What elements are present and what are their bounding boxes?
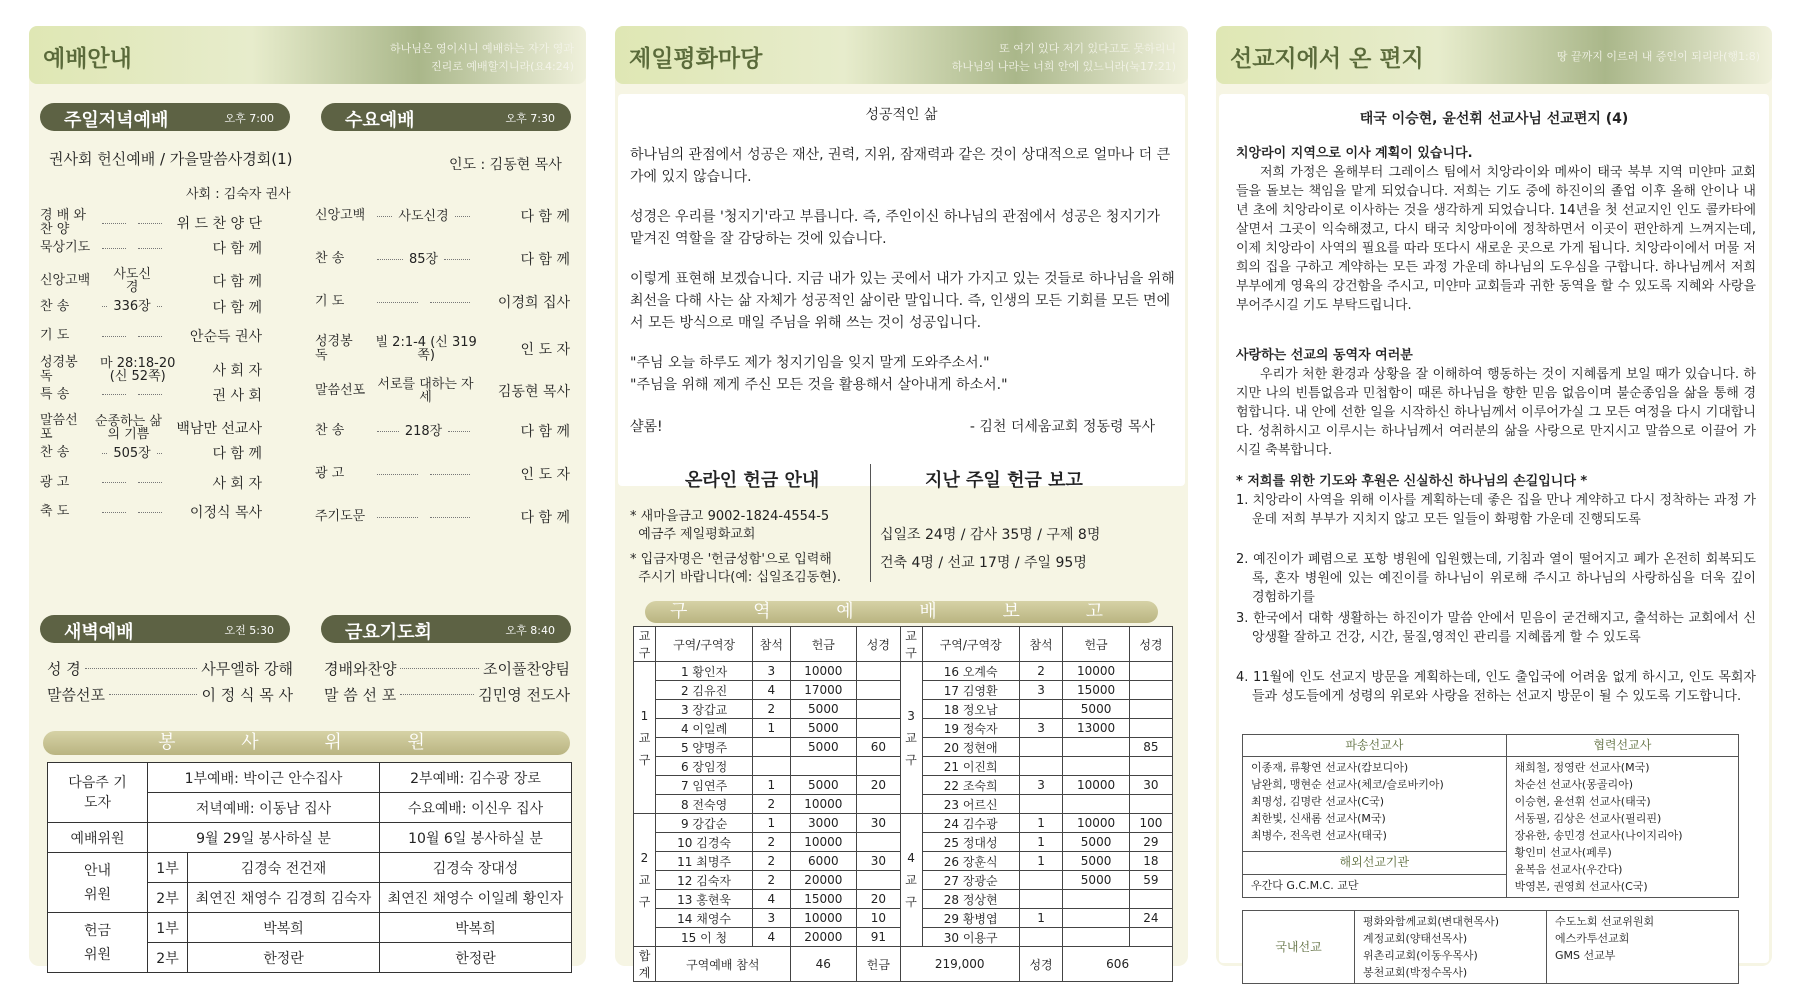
list-item: 장유한, 송민경 선교사(나이지리아) bbox=[1514, 829, 1683, 842]
header-title: 제일평화마당 bbox=[629, 46, 763, 72]
zone-report-table: 교구 구역/구역장 참석 헌금 성경 교구 구역/구역장 참석 헌금 성경 1 교 구 1 황인자 3 10000 3 교 구 16 오계숙 2 10000 2 김유진 4 17000 17 김영환 3 15000 3 장갑교 2 5000 18 정오남 5000 4 이일례 1 5000 19 정숙자 3 13000 5 양명주 5000 60 20 정현애 85 6 장임정 21 이진희 7 임연주 1 5000 20 22 조숙희 3 10000 30 8 전숙영 2 10000 23 어르신 2 교 구 9 강갑순 1 3000 30 4 교 구 24 김수광 1 10000 100 10 김경숙 2 10000 25 정대성 1 5000 29 11 최명주 2 6000 30 26 장훈식 1 5000 18 12 김숙자 2 20000 27 장광순 5000 59 13 홍현욱 4 15000 20 28 정상현 14 채영수 3 10000 10 29 황병엽 1 24 15 이 청 4 20000 91 30 이용구 합계 구역예배 참석 46 헌금 219,000 성경 606 bbox=[633, 626, 1173, 982]
list-item: 계정교회(양태선목사) bbox=[1363, 932, 1468, 945]
order-row: 찬 송 505장 다 함 께 bbox=[40, 445, 262, 463]
table-row: 12 김숙자 2 20000 27 장광순 5000 59 bbox=[634, 871, 1173, 890]
cooperating-missionaries bbox=[1506, 757, 1738, 898]
table-row: 7 임연주 1 5000 20 22 조숙희 3 10000 30 bbox=[634, 776, 1173, 795]
list-item: 남완희, 맹현순 선교사(체코/슬로바키아) bbox=[1251, 778, 1444, 791]
list-item: 봉천교회(박정수목사) bbox=[1363, 966, 1468, 979]
divider bbox=[870, 464, 871, 582]
online-account: * 새마을금고 9002-1824-4554-5 예금주 제일평화교회 bbox=[630, 509, 830, 542]
list-item: 서동필, 김상은 선교사(필리핀) bbox=[1514, 812, 1662, 825]
list-item: 최병수, 전옥련 선교사(태국) bbox=[1251, 829, 1387, 842]
header-verse: 하나님은 영이시니 예배하는 자가 영과 진리로 예배할지니라(요4:24) bbox=[389, 42, 574, 73]
order-row: 성경봉독 빌 2:1-4 (신 319쪽) 인 도 자 bbox=[315, 334, 570, 363]
order-row: 묵상기도 다 함 께 bbox=[40, 240, 262, 258]
missionary-table: 파송선교사 협력선교사 이종재, 류황연 선교사(캄보디아) 남완희, 맹현순 선교사(체코/슬로바키아) 최명성, 김명란 선교사(C국) 최한빛, 신새롬 선교사(M국) 최병수, 전옥련 선교사(태국) 채희철, 정영란 선교사(M국) 차순선 선교사(몽골리아) 이승현, 윤선휘 선교사(태국) 서동필, 김상은 선교사(필리핀) 장유한, 송민경 선교사(나이지리아) 황인미 선교사(페루) 윤복음 선교사(우간다) 박영본, 권영희 선교사(C국) 해외선교기관 우간다 G.C.M.C. 교단 bbox=[1242, 734, 1739, 898]
prayer-item-3: 3. 한국에서 대학 생활하는 하진이가 말씀 안에서 믿음이 굳건해지고, 출석하는 교회에서 신앙생활 잘하고 건강, 시간, 물질,영적인 관리를 지혜롭게 할 수 있도록 bbox=[1236, 611, 1756, 645]
article-greeting: 샬롬! bbox=[630, 419, 663, 435]
article-title: 성공적인 삶 bbox=[865, 107, 938, 123]
order-row: 신앙고백 사도신경 다 함 께 bbox=[315, 208, 571, 225]
worship-guide-panel bbox=[29, 26, 586, 966]
order-row: 기 도 이경희 집사 bbox=[315, 294, 570, 311]
table-row: 2 교 구 9 강갑순 1 3000 30 4 교 구 24 김수광 1 10000 100 bbox=[634, 814, 1173, 833]
list-item: 채희철, 정영란 선교사(M국) bbox=[1514, 761, 1650, 774]
letter-paragraph-1: 저희 가정은 올해부터 그레이스 팀에서 치앙라이와 메싸이 태국 북부 지역 미얀마 교회들을 돌보는 책임을 맡게 되었습니다. 저희는 기도 중에 하진이의 졸업 이후 올해 안이나 내년 초에 치앙라이로 이사하는 것을 생각하게 되었습니다. 14년을 첫 선교지인 인도 콜카타에 살면서 그곳이 익숙해졌고, 다시 태국 치앙마이에 정착하면서 이곳이 편안하게 느껴지는데, 이제 치앙라이 사역의 필요를 따라 또다시 새로운 곳으로 가게 됩니다. 치앙라이에서 머물 저희의 집을 구하고 계약하는 모든 과정 가운데 하나님의 도우심을 구합니다. 하나님께서 저희 부부에게 영육의 강건함을 주시고, 미얀마 교회들과 귀한 동역을 할 수 있도록 지혜와 사랑을 부어주시길 기도 부탁드립니다. bbox=[1236, 165, 1756, 313]
list-item: 차순선 선교사(몽골리아) bbox=[1514, 778, 1634, 791]
friday-row-1: 경배와찬양 조이풀찬양팀 bbox=[324, 660, 570, 678]
sunday-evening-pill: 주일저녁예배 오후 7:00 bbox=[40, 103, 290, 131]
article-p2: 성경은 우리를 '청지기'라고 부릅니다. 즉, 주인이신 하나님의 관점에서 성공은 청지기가 맡겨진 역할을 잘 감당하는 것에 있습니다. bbox=[630, 209, 1160, 247]
list-item: 수도노회 선교위원회 bbox=[1555, 915, 1655, 928]
list-item: 최명성, 김명란 선교사(C국) bbox=[1251, 795, 1385, 808]
dawn-pill: 새벽예배 오전 5:30 bbox=[40, 615, 290, 643]
list-item: 에스카투선교회 bbox=[1555, 932, 1630, 945]
peace-yard-panel bbox=[615, 26, 1188, 980]
table-row: 3 장갑교 2 5000 18 정오남 5000 bbox=[634, 700, 1173, 719]
table-row: 14 채영수 3 10000 10 29 황병엽 1 24 bbox=[634, 909, 1173, 928]
table-row: 11 최명주 2 6000 30 26 장훈식 1 5000 18 bbox=[634, 852, 1173, 871]
list-item: 위촌리교회(이동우목사) bbox=[1363, 949, 1478, 962]
article-p3: 이렇게 표현해 보겠습니다. 지금 내가 있는 곳에서 내가 가지고 있는 것들로 하나님을 위해 최선을 다해 사는 삶 자체가 성공적인 삶이란 말입니다. 즉, 인생의 모든 기회를 모든 면에서 모든 방식으로 매일 주님을 위해 쓰는 것이 성공입니다. bbox=[630, 271, 1175, 331]
prayer-heading: * 저희를 위한 기도와 후원은 신실하신 하나님의 손길입니다 * bbox=[1236, 474, 1588, 489]
article-quote-1: "주님 오늘 하루도 제가 청지기임을 잊지 말게 도와주소서." bbox=[630, 355, 990, 371]
zone-report-bar: 구 역 예 배 보 고 bbox=[645, 601, 1158, 623]
header-verse: 또 여기 있다 저기 있다고도 못하리니 하나님의 나라는 너희 안에 있느니라(눅17:21) bbox=[951, 42, 1176, 73]
domestic-table: 국내선교 평화와함께교회(변대현목사) 계정교회(양태선목사) 위촌리교회(이동우목사) 봉천교회(박정수목사) 수도노회 선교위원회 에스카투선교회 GMS 선교부 bbox=[1242, 910, 1739, 984]
list-item: 윤복음 선교사(우간다) bbox=[1514, 863, 1623, 876]
wednesday-pill: 수요예배 오후 7:30 bbox=[321, 103, 571, 131]
list-item: 평화와함께교회(변대현목사) bbox=[1363, 915, 1500, 928]
report-line-2: 건축 4명 / 선교 17명 / 주일 95명 bbox=[880, 555, 1087, 571]
order-row: 찬 송 336장 다 함 께 bbox=[40, 298, 262, 316]
mission-letter-panel bbox=[1216, 26, 1772, 979]
order-row: 광 고 사 회 자 bbox=[40, 474, 262, 492]
table-row: 5 양명주 5000 60 20 정현애 85 bbox=[634, 738, 1173, 757]
online-note: * 입금자명은 '헌금성함'으로 입력해 주시기 바랍니다(예: 십일조김동현). bbox=[630, 552, 841, 585]
list-item: GMS 선교부 bbox=[1555, 949, 1616, 962]
mission-letter-header bbox=[1216, 26, 1772, 84]
order-row: 찬 송 218장 다 함 께 bbox=[315, 423, 570, 440]
service-table: 다음주 기도자 1부예배: 박이근 안수집사 2부예배: 김수광 장로 저녁예배: 이동남 집사 수요예배: 이신우 집사 예배위원 9월 29일 봉사하실 분 10월 6일 봉사하실 분 안내 위원 1부 김경숙 전건재 김경숙 장대성 2부 최연진 채영수 김경희 김숙자 최연진 채영수 이일례 황인자 헌금 위원 1부 박복희 박복희 2부 한정란 한정란 bbox=[47, 762, 572, 973]
order-row: 광 고 인 도 자 bbox=[315, 466, 570, 483]
dawn-row-1: 성 경 사무엘하 강해 bbox=[47, 660, 293, 678]
order-row: 신앙고백 사도신경 다 함 께 bbox=[40, 266, 262, 295]
table-row: 15 이 청 4 20000 91 30 이용구 bbox=[634, 928, 1173, 947]
prayer-item-4: 4. 11월에 인도 선교지 방문을 계획하는데, 인도 출입국에 어려움 없게 하시고, 인도 목회자들과 성도들에게 성령의 위로와 사랑을 전하는 선교지 방문이 될 수 있도록 기도합니다. bbox=[1236, 670, 1756, 704]
order-row: 찬 송 85장 다 함 께 bbox=[315, 251, 571, 268]
report-line-1: 십일조 24명 / 감사 35명 / 구제 8명 bbox=[880, 527, 1101, 543]
friday-row-2: 말 씀 선 포 김민영 전도사 bbox=[324, 686, 570, 704]
total-row: 합계 구역예배 참석 46 헌금 219,000 성경 606 bbox=[634, 947, 1173, 982]
sent-missionaries bbox=[1243, 757, 1507, 852]
order-row: 기 도 안순득 권사 bbox=[40, 328, 262, 346]
article-author: - 김천 더세움교회 정동령 목사 bbox=[969, 419, 1155, 435]
order-row: 말씀선포 순종하는 삶의 기쁨 백남만 선교사 bbox=[40, 413, 262, 443]
prayer-item-2: 2. 예진이가 폐렴으로 포항 병원에 입원했는데, 기침과 열이 떨어지고 폐가 온전히 회복되도록, 혼자 병원에 있는 예진이를 하나님이 위로해 주시고 하나님의 사랑하심을 더욱 깊이 경험하기를 bbox=[1236, 552, 1756, 605]
worship-guide-header bbox=[29, 26, 586, 84]
order-row: 말씀선포 서로를 대하는 자세 김동현 목사 bbox=[315, 377, 570, 405]
table-row: 6 장임정 21 이진희 bbox=[634, 757, 1173, 776]
order-row: 경 배 와 찬 양 위 드 찬 양 단 bbox=[40, 208, 262, 237]
order-row: 축 도 이정식 목사 bbox=[40, 504, 262, 521]
table-row: 10 김경숙 2 10000 25 정대성 1 5000 29 bbox=[634, 833, 1173, 852]
peace-yard-header bbox=[615, 26, 1188, 84]
sunday-host: 사회 : 김숙자 권사 bbox=[186, 187, 291, 202]
list-item: 황인미 선교사(페루) bbox=[1514, 846, 1612, 859]
letter-title: 태국 이승현, 윤선휘 선교사님 선교편지 (4) bbox=[1359, 111, 1629, 127]
list-item: 이종재, 류황연 선교사(캄보디아) bbox=[1251, 761, 1409, 774]
online-offering-title: 온라인 헌금 안내 bbox=[685, 470, 820, 491]
prayer-item-1: 1. 치앙라이 사역을 위해 이사를 계획하는데 좋은 집을 만나 계약하고 다시 정착하는 과정 가운데 저희 부부가 지치지 않고 모든 일들이 화평함 가운데 진행되도록 bbox=[1236, 493, 1756, 527]
offering-report-title: 지난 주일 헌금 보고 bbox=[925, 470, 1083, 491]
list-item: 최한빛, 신새롬 선교사(M국) bbox=[1251, 812, 1386, 825]
table-row: 4 이일례 1 5000 19 정숙자 3 13000 bbox=[634, 719, 1173, 738]
letter-heading-2: 사랑하는 선교의 동역자 여러분 bbox=[1236, 348, 1413, 363]
order-row: 성경봉독 마 28:18-20 (신 52쪽) 사 회 자 bbox=[40, 354, 262, 384]
table-row: 1 교 구 1 황인자 3 10000 3 교 구 16 오계숙 2 10000 bbox=[634, 662, 1173, 681]
header-verse: 땅 끝까지 이르러 내 증인이 되리라(행1:8) bbox=[1556, 50, 1760, 63]
service-committee-bar: 봉 사 위 원 bbox=[43, 731, 570, 755]
friday-pill: 금요기도회 오후 8:40 bbox=[321, 615, 571, 643]
letter-heading-1: 치앙라이 지역으로 이사 계획이 있습니다. bbox=[1236, 146, 1473, 161]
table-row: 8 전숙영 2 10000 23 어르신 bbox=[634, 795, 1173, 814]
header-title: 선교지에서 온 편지 bbox=[1230, 46, 1424, 72]
sunday-subtitle: 권사회 헌신예배 / 가을말씀사경회(1) bbox=[49, 150, 293, 168]
order-row: 특 송 권 사 회 bbox=[40, 386, 262, 404]
list-item: 박영본, 권영희 선교사(C국) bbox=[1514, 880, 1648, 893]
table-row: 13 홍현욱 4 15000 20 28 정상현 bbox=[634, 890, 1173, 909]
header-title: 예배안내 bbox=[43, 46, 132, 72]
letter-paragraph-2: 우리가 처한 환경과 상황을 잘 이해하여 행동하는 것이 지혜롭게 보일 때가 있습니다. 하지만 나의 빈틈없음과 민첩함이 때론 하나님을 향한 믿음 없음이며 불순종임을 삶을 통해 경험합니다. 내 안에 선한 일을 시작하신 하나님께서 이루어가실 그 모든 여정을 다시 기대합니다. 성취하시고 이루시는 하나님께서 여러분의 삶을 사랑으로 만지시고 말씀으로 이끌어 가시길 축복합니다. bbox=[1236, 367, 1756, 458]
order-row: 주기도문 다 함 께 bbox=[315, 509, 570, 526]
dawn-row-2: 말씀선포 이 정 식 목 사 bbox=[47, 686, 293, 704]
list-item: 이승현, 윤선휘 선교사(태국) bbox=[1514, 795, 1651, 808]
wednesday-leader: 인도 : 김동현 목사 bbox=[449, 157, 562, 173]
article-p1: 하나님의 관점에서 성공은 재산, 권력, 지위, 잠재력과 같은 것이 상대적으로 얼마나 더 큰가에 있지 않습니다. bbox=[630, 147, 1171, 185]
table-row: 2 김유진 4 17000 17 김영환 3 15000 bbox=[634, 681, 1173, 700]
article-quote-2: "주님을 위해 제게 주신 모든 것을 활용해서 살아내게 하소서." bbox=[630, 377, 1008, 393]
